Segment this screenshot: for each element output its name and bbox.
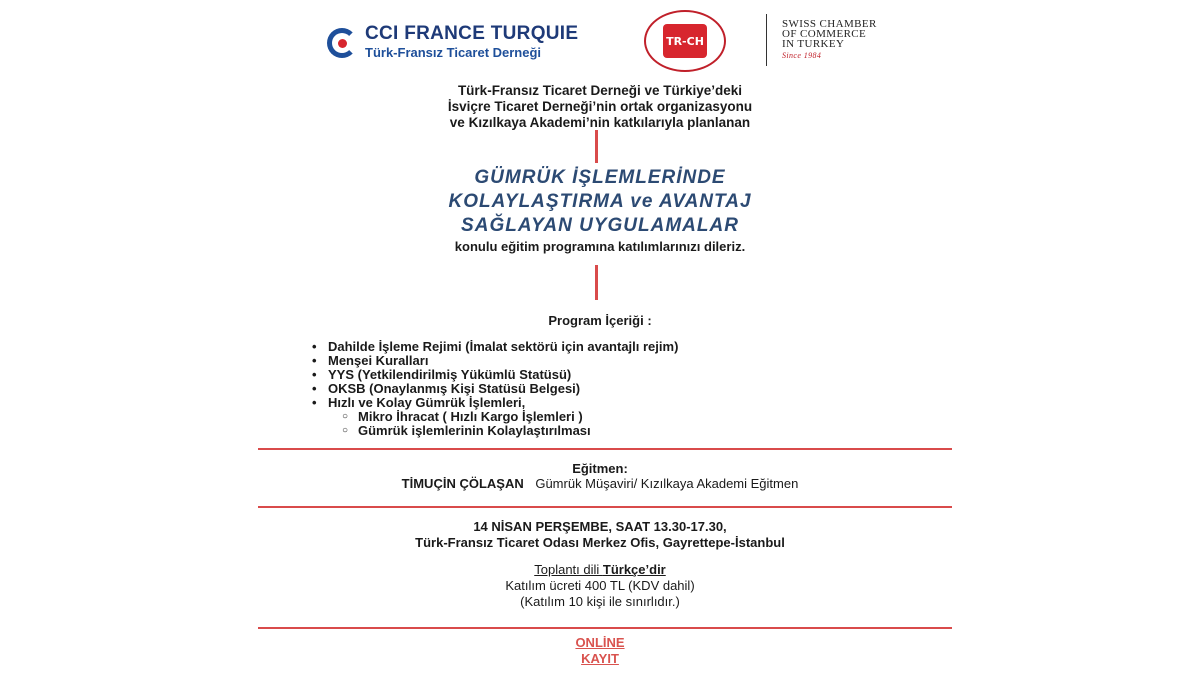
cci-logo-icon	[327, 28, 357, 58]
sub-list-item: ○ Gümrük işlemlerinin Kolaylaştırılması	[312, 424, 678, 438]
trainer-heading: Eğitmen:	[572, 461, 628, 476]
swiss-chamber-logo	[782, 19, 877, 61]
section-divider	[258, 627, 952, 629]
intro-text	[0, 83, 1200, 131]
register-line-2[interactable]: KAYIT	[581, 651, 619, 666]
section-divider	[258, 448, 952, 450]
program-list	[312, 340, 678, 438]
list-item: • OKSB (Onaylanmış Kişi Statüsü Belgesi)	[312, 382, 678, 396]
red-vertical-divider	[595, 265, 598, 300]
intro-line: Türk-Fransız Ticaret Derneği ve Türkiye’deki	[457, 83, 743, 98]
seal-mark: TR-CH	[663, 24, 707, 58]
event-details	[0, 562, 1200, 610]
language-value: Türkçe’dir	[602, 562, 666, 577]
language-prefix: Toplantı dili	[534, 562, 603, 577]
logo-divider	[766, 14, 767, 66]
tr-ch-seal-logo	[644, 10, 726, 72]
trainer-info	[0, 476, 1200, 491]
list-item: • Menşei Kuralları	[312, 354, 678, 368]
cci-france-turquie-logo	[327, 24, 578, 61]
title-line: KOLAYLAŞTIRMA ve AVANTAJ	[448, 191, 752, 212]
list-item: • Hızlı ve Kolay Gümrük İşlemleri,	[312, 396, 678, 410]
online-register-link[interactable]	[0, 635, 1200, 667]
register-line-1[interactable]: ONLİNE	[575, 635, 625, 650]
list-item: • YYS (Yetkilendirilmiş Yükümlü Statüsü)	[312, 368, 678, 382]
logo-strip	[0, 10, 1200, 72]
program-heading: Program İçeriği :	[548, 313, 652, 328]
event-date-location	[0, 519, 1200, 551]
title-line: GÜMRÜK İŞLEMLERİNDE	[474, 167, 726, 188]
event-location: Türk-Fransız Ticaret Odası Merkez Ofis, Gayrettepe-İstanbul	[415, 535, 785, 550]
intro-line: ve Kızılkaya Akademi’nin katkılarıyla planlanan	[449, 115, 751, 130]
swiss-line-1: SWISS CHAMBER	[782, 18, 877, 30]
swiss-line-2: OF COMMERCE	[782, 28, 867, 40]
title-line: SAĞLAYAN UYGULAMALAR	[461, 215, 739, 236]
swiss-since: Since 1984	[782, 51, 822, 60]
participation-fee: Katılım ücreti 400 TL (KDV dahil)	[505, 578, 695, 593]
event-title	[0, 166, 1200, 238]
cci-logo-subtitle: Türk-Fransız Ticaret Derneği	[365, 45, 542, 60]
sub-list-item: ○ Mikro İhracat ( Hızlı Kargo İşlemleri )	[312, 410, 678, 424]
section-divider	[258, 506, 952, 508]
list-item: • Dahilde İşleme Rejimi (İmalat sektörü için avantajlı rejim)	[312, 340, 678, 354]
event-date: 14 NİSAN PERŞEMBE, SAAT 13.30-17.30,	[473, 519, 727, 534]
invitation-line: konulu eğitim programına katılımlarınızı dileriz.	[454, 239, 746, 254]
intro-line: İsviçre Ticaret Derneği’nin ortak organizasyonu	[447, 99, 753, 114]
cci-logo-title: CCI FRANCE TURQUIE	[365, 23, 579, 44]
participant-limit: (Katılım 10 kişi ile sınırlıdır.)	[520, 594, 680, 609]
meeting-language	[0, 562, 1200, 578]
swiss-line-3: IN TURKEY	[782, 38, 845, 50]
trainer-name: TİMUÇİN ÇÖLAŞAN	[401, 476, 524, 491]
red-vertical-divider	[595, 130, 598, 163]
trainer-role: Gümrük Müşaviri/ Kızılkaya Akademi Eğitmen	[535, 476, 799, 491]
